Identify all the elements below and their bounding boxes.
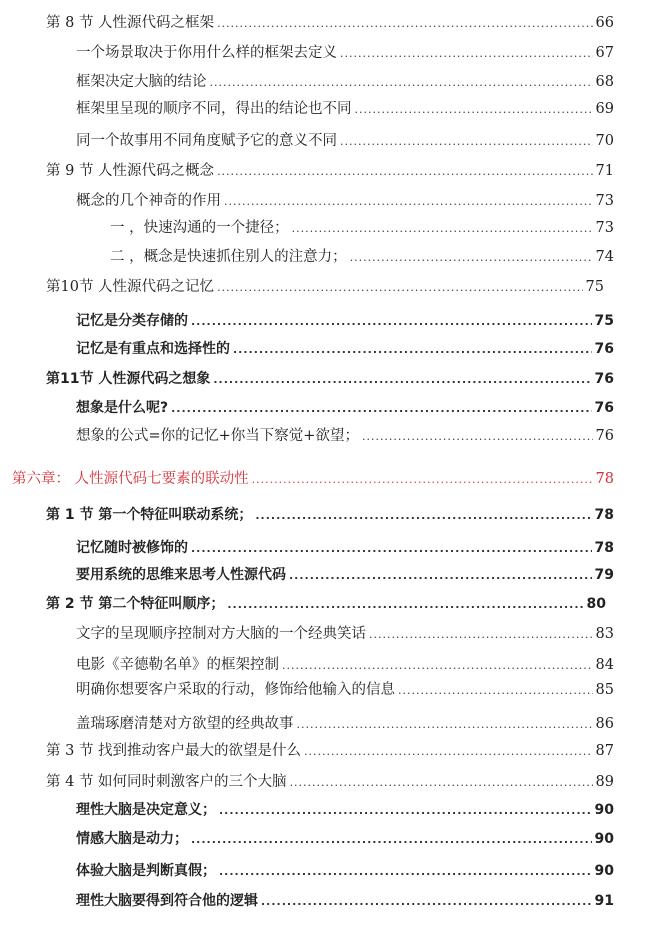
toc-entry-subsection[interactable] [76,565,614,586]
toc-entry-title: 二 ，概念是快速抓住别人的注意力； [110,249,347,265]
toc-entry-title: 记忆是分类存储的 [76,313,188,329]
toc-entry-subsection[interactable] [76,131,614,152]
toc-entry-title: 体验大脑是判断真假； [76,863,216,879]
toc-entry-item[interactable] [110,218,614,239]
toc-page-number: 67 [595,45,614,61]
toc-entry-subsection[interactable] [76,800,614,821]
toc-page-number: 90 [594,863,614,879]
toc-entry-title: 一 ，快速沟通的一个捷径； [110,220,289,236]
leader-dots [217,162,592,182]
leader-dots [171,399,591,419]
toc-entry-title: 第 2 节 第二个特征叫顺序； [46,596,225,612]
toc-page-number: 71 [595,163,614,179]
toc-entry-title: 同一个故事用不同角度赋予它的意义不同 [76,133,337,149]
toc-page-number: 73 [595,220,614,236]
toc-entry-subsection[interactable] [76,72,614,93]
toc-entry-title: 理性大脑要得到符合他的逻辑 [76,893,258,909]
toc-entry-title: 想象是什么呢? [76,400,169,416]
leader-dots [191,539,592,559]
toc-entry-subsection[interactable] [76,829,614,850]
leader-dots [290,773,593,793]
toc-page-number: 68 [595,74,614,90]
toc-entry-title: 记忆是有重点和选择性的 [76,341,230,357]
toc-entry-item[interactable] [110,247,614,268]
toc-entry-chapter[interactable] [12,469,614,490]
toc-entry-title: 一个场景取决于你用什么样的框架去定义 [76,45,337,61]
leader-dots [398,681,593,701]
leader-dots [355,100,593,120]
leader-dots [304,742,592,762]
leader-dots [362,427,593,447]
toc-page-number: 74 [595,249,614,265]
toc-entry-section[interactable] [46,505,614,526]
toc-page-number: 76 [594,400,614,416]
leader-dots [217,278,582,298]
toc-entry-subsection[interactable] [76,861,614,882]
toc-entry-subsection[interactable] [76,538,614,559]
toc-page-number: 90 [594,802,614,818]
toc-page-number: 79 [594,567,614,583]
toc-entry-subsection[interactable] [76,398,614,419]
toc-entry-title: 电影《辛德勒名单》的框架控制 [76,657,279,673]
toc-page-number: 76 [594,341,614,357]
toc-entry-section[interactable] [46,772,614,793]
toc-entry-title: 第 3 节 找到推动客户最大的欲望是什么 [46,743,302,759]
leader-dots [224,192,593,212]
toc-page-number: 78 [594,540,614,556]
toc-entry-title: 明确你想要客户采取的行动，修饰给他输入的信息 [76,682,395,698]
toc-page-number: 86 [595,716,614,732]
toc-entry-title: 第六章： 人性源代码七要素的联动性 [12,471,249,487]
toc-page-number: 84 [595,657,614,673]
toc-page-number: 87 [595,743,614,759]
toc-entry-title: 第 9 节 人性源代码之概念 [46,163,215,179]
toc-entry-section[interactable] [46,594,606,615]
leader-dots [191,312,592,332]
toc-entry-subsection[interactable] [76,311,614,332]
toc-entry-title: 框架里呈现的顺序不同，得出的结论也不同 [76,101,352,117]
leader-dots [213,370,591,390]
toc-entry-subsection[interactable] [76,624,614,645]
toc-entry-title: 要用系统的思维来思考人性源代码 [76,567,286,583]
toc-entry-title: 情感大脑是动力； [76,831,188,847]
toc-page-number: 76 [594,371,614,387]
toc-entry-title: 框架决定大脑的结论 [76,74,207,90]
leader-dots [219,801,592,821]
toc-entry-subsection[interactable] [76,339,614,360]
leader-dots [252,470,593,490]
toc-entry-title: 第 4 节 如何同时刺激客户的三个大脑 [46,774,287,790]
leader-dots [217,14,592,34]
toc-entry-section[interactable] [46,13,614,34]
toc-entry-subsection[interactable] [76,426,614,447]
leader-dots [340,132,593,152]
leader-dots [282,656,593,676]
leader-dots [297,715,593,735]
leader-dots [210,73,593,93]
leader-dots [191,830,592,850]
toc-entry-subsection[interactable] [76,680,614,701]
toc-entry-title: 文字的呈现顺序控制对方大脑的一个经典笑话 [76,626,366,642]
leader-dots [233,340,592,360]
toc-entry-section[interactable] [46,741,614,762]
toc-page-number: 80 [586,596,606,612]
toc-entry-title: 记忆随时被修饰的 [76,540,188,556]
toc-entry-subsection[interactable] [76,191,614,212]
toc-page-number: 70 [595,133,614,149]
toc-page-number: 83 [595,626,614,642]
toc-entry-title: 第 1 节 第一个特征叫联动系统； [46,507,253,523]
toc-page-number: 78 [595,471,614,487]
toc-page-number: 69 [595,101,614,117]
toc-entry-subsection[interactable] [76,891,614,912]
toc-page-number: 73 [595,193,614,209]
leader-dots [369,625,593,645]
leader-dots [219,862,592,882]
toc-entry-section[interactable] [46,369,614,390]
toc-entry-title: 第 8 节 人性源代码之框架 [46,15,215,31]
toc-page-number: 78 [594,507,614,523]
toc-entry-title: 第10节 人性源代码之记忆 [46,279,215,295]
toc-page-number: 75 [594,313,614,329]
toc-entry-subsection[interactable] [76,99,614,120]
toc-entry-subsection[interactable] [76,714,614,735]
leader-dots [340,44,593,64]
leader-dots [261,892,592,912]
toc-page-number: 90 [594,831,614,847]
leader-dots [255,506,591,526]
toc-entry-title: 第11节 人性源代码之想象 [46,371,211,387]
toc-entry-title: 想象的公式=你的记忆+你当下察觉+欲望； [76,428,359,444]
leader-dots [292,219,593,239]
toc-entry-title: 理性大脑是决定意义； [76,802,216,818]
toc-entry-section[interactable] [46,277,604,298]
toc-entry-title: 盖瑞琢磨清楚对方欲望的经典故事 [76,716,294,732]
toc-page-number: 75 [585,279,604,295]
toc-page-number: 89 [595,774,614,790]
toc-page-number: 66 [595,15,614,31]
toc-entry-title: 概念的几个神奇的作用 [76,193,221,209]
toc-page-number: 76 [595,428,614,444]
toc-page-number: 91 [594,893,614,909]
toc-entry-subsection[interactable] [76,43,614,64]
toc-entry-section[interactable] [46,161,614,182]
toc-entry-subsection[interactable] [76,655,614,676]
leader-dots [289,566,592,586]
toc-page-number: 85 [595,682,614,698]
leader-dots [227,595,583,615]
leader-dots [350,248,593,268]
